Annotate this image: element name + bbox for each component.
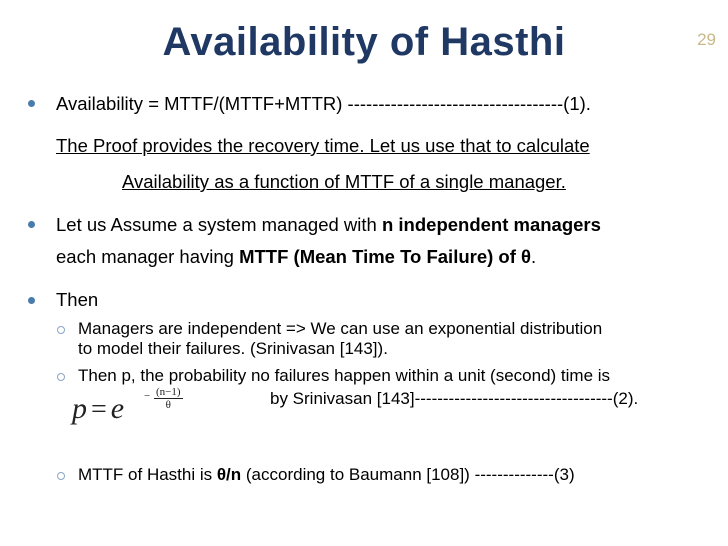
sub-bullet-marker	[57, 472, 65, 480]
probability-formula	[72, 386, 181, 426]
formula-numerator: (n−1)	[156, 386, 181, 398]
sub-bullet-line: to model their failures. (Srinivasan [143]).	[78, 339, 388, 358]
bullet-mttf-text: each manager having	[56, 246, 240, 267]
slide-title: Availability of Hasthi	[162, 20, 566, 64]
sub-bullet-line: Managers are independent => We can use an exponential distribution	[78, 319, 603, 338]
bullet-proof-line-continued: Availability as a function of MTTF of a single manager.	[122, 171, 566, 192]
sub-bullet-mttf-text: MTTF of Hasthi is	[78, 465, 217, 484]
sub-bullet-mttf-hasthi	[78, 465, 575, 485]
formula-denominator: θ	[165, 399, 171, 411]
formula-exponent	[144, 386, 183, 411]
formula-minus: −	[144, 390, 151, 402]
bullet-assume-system	[56, 213, 601, 237]
sub-bullet-mttf-rest: (according to Baumann [108]) --------------(3)	[241, 465, 575, 484]
bullet-dot	[28, 100, 35, 107]
slide-number: 29	[697, 30, 716, 49]
sub-bullet-marker	[57, 373, 65, 381]
bullet-mttf-end: .	[531, 246, 537, 267]
bullet-availability-formula: Availability = MTTF/(MTTF+MTTR) -----------------------------------(1).	[56, 93, 591, 114]
sub-bullet-probability-line2: by Srinivasan [143]-----------------------------------(2).	[270, 389, 639, 408]
sub-bullet-marker	[57, 326, 65, 334]
bullet-assume-bold: n independent managers	[381, 214, 601, 235]
bullet-mttf-bold: MTTF (Mean Time To Failure) of θ	[239, 246, 532, 267]
formula-p: p	[72, 392, 87, 425]
bullet-proof-line: The Proof provides the recovery time. Let us use that to calculate	[56, 135, 590, 156]
bullet-assume-line2	[56, 245, 536, 269]
bullet-assume-text: Let us Assume a system managed with	[56, 214, 382, 235]
bullet-dot	[28, 297, 35, 304]
bullet-dot	[28, 221, 35, 228]
sub-bullet-independent	[78, 319, 602, 359]
sub-bullet-probability: Then p, the probability no failures happen within a unit (second) time is	[78, 366, 611, 385]
bullet-then: Then	[56, 289, 99, 310]
formula-equals: =	[91, 394, 107, 425]
sub-bullet-mttf-bold: θ/n	[216, 465, 242, 484]
formula-e: e	[110, 392, 125, 425]
